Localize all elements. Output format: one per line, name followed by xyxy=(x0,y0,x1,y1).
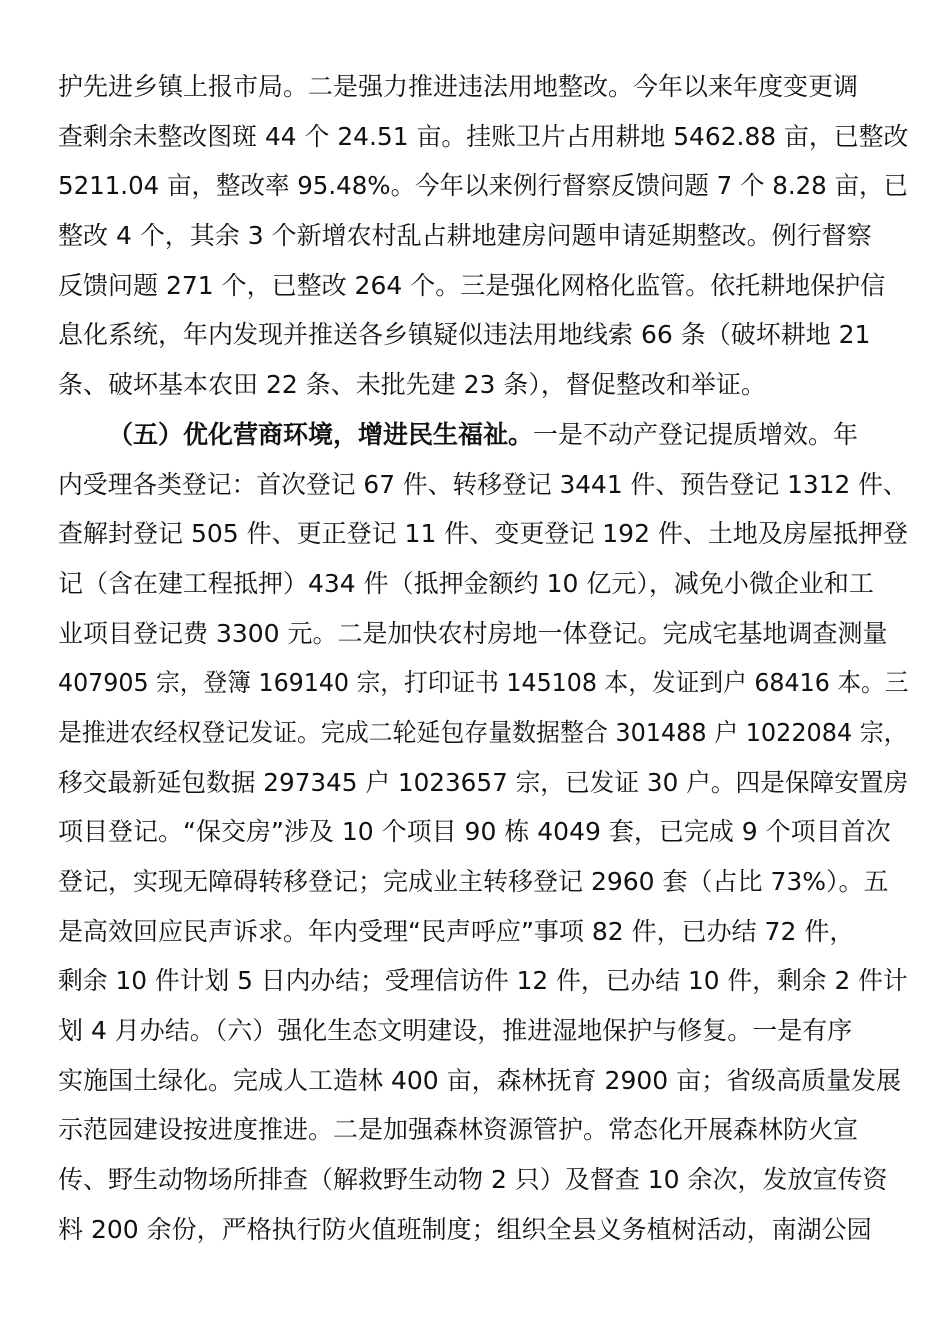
text-line: 实施国土绿化。完成人工造林 400 亩，森林抚育 2900 亩；省级高质量发展 xyxy=(58,1065,902,1095)
text-line: 业项目登记费 3300 元。二是加快农村房地一体登记。完成宅基地调查测量 xyxy=(58,618,888,648)
text-line: 反馈问题 271 个，已整改 264 个。三是强化网格化监管。依托耕地保护信 xyxy=(58,270,886,300)
text-line: 记（含在建工程抵押）434 件（抵押金额约 10 亿元），减免小微企业和工 xyxy=(58,568,874,598)
text-line: 条、破坏基本农田 22 条、未批先建 23 条），督促整改和举证。 xyxy=(58,370,766,400)
text-line: 整改 4 个，其余 3 个新增农村乱占耕地建房问题申请延期整改。例行督察 xyxy=(58,221,872,251)
text-line: 登记，实现无障碍转移登记；完成业主转移登记 2960 套（占比 73%）。五 xyxy=(58,867,889,896)
text-line: 407905 宗，登簿 169140 宗，打印证书 145108 本，发证到户 68416 本。三 xyxy=(58,668,909,698)
text-line: 示范园建设按进度推进。二是加强森林资源管护。常态化开展森林防火宣 xyxy=(58,1115,859,1145)
text-line: 划 4 月办结。（六）强化生态文明建设，推进湿地保护与修复。一是有序 xyxy=(58,1016,853,1046)
text-line: 内受理各类登记：首次登记 67 件、转移登记 3441 件、预告登记 1312 件、 xyxy=(58,469,908,499)
text-line: 传、野生动物场所排查（解救野生动物 2 只）及督查 10 余次，发放宣传资 xyxy=(58,1165,888,1195)
text-line: 是高效回应民声诉求。年内受理“民声呼应”事项 82 件，已办结 72 件， xyxy=(58,916,855,946)
text-line-continuation: 一是不动产登记提质增效。年 xyxy=(533,419,859,449)
section-heading: （五）优化营商环境，增进民生福祉。 xyxy=(108,419,534,449)
text-line: 移交最新延包数据 297345 户 1023657 宗，已发证 30 户。四是保障安置房 xyxy=(58,767,909,797)
text-line: 护先进乡镇上报市局。二是强力推进违法用地整改。今年以来年度变更调 xyxy=(58,72,859,101)
text-line: 查剩余未整改图斑 44 个 24.51 亩。挂账卫片占用耕地 5462.88 亩，已整改 xyxy=(58,121,909,151)
text-line: 剩余 10 件计划 5 日内办结；受理信访件 12 件，已办结 10 件，剩余 2 件计 xyxy=(58,966,908,996)
text-line: 是推进农经权登记发证。完成二轮延包存量数据整合 301488 户 1022084 宗， xyxy=(58,717,908,747)
text-line: 项目登记。“保交房”涉及 10 个项目 90 栋 4049 套，已完成 9 个项目首次 xyxy=(58,817,891,847)
paragraph-start-line xyxy=(58,410,908,460)
document-body xyxy=(58,62,908,1255)
text-line: 息化系统，年内发现并推送各乡镇疑似违法用地线索 66 条（破坏耕地 21 xyxy=(58,320,871,350)
text-line: 料 200 余份，严格执行防火值班制度；组织全县义务植树活动，南湖公园 xyxy=(58,1214,872,1244)
text-line: 5211.04 亩，整改率 95.48%。今年以来例行督察反馈问题 7 个 8.28 亩，已 xyxy=(58,171,909,201)
text-line: 查解封登记 505 件、更正登记 11 件、变更登记 192 件、土地及房屋抵押登 xyxy=(58,519,908,549)
